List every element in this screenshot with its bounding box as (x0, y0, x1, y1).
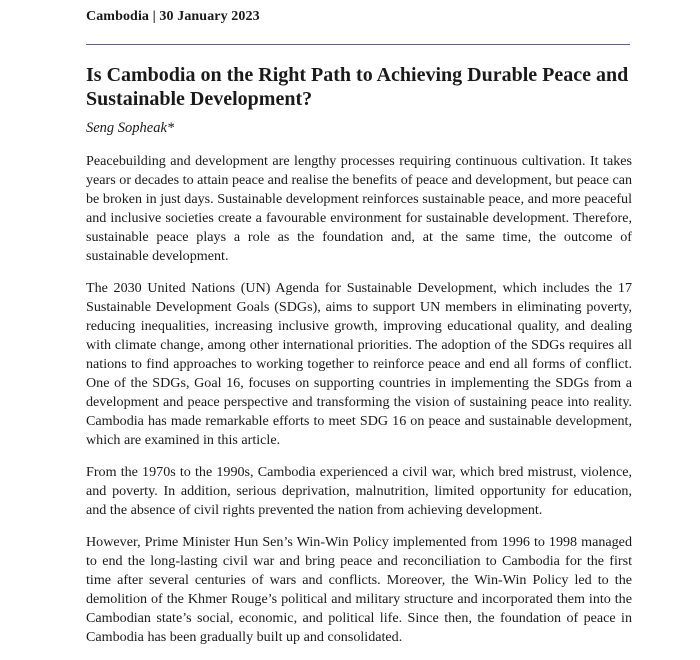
article-body (86, 152, 632, 660)
header-divider (86, 44, 630, 45)
paragraph: From the 1970s to the 1990s, Cambodia experienced a civil war, which bred mistrust, violence, and poverty. In addition, serious deprivation, malnutrition, limited opportunity for education, and the absence of civil rights prevented the nation from achieving development. (86, 464, 632, 518)
paragraph: The 2030 United Nations (UN) Agenda for Sustainable Development, which includes the 17 Sustainable Development Goals (SDGs), aims to support UN members in eliminating poverty, reducing inequalities, increasing inclusive growth, improving educational quality, and dealing with climate change, among other international priorities. The adoption of the SDGs requires all nations to find approaches to working together to reinforce peace and end all forms of conflict. One of the SDGs, Goal 16, focuses on supporting countries in implementing the SDGs from a development and peace perspective and transforming the vision of sustaining peace into reality. Cambodia has made remarkable efforts to meet SDG 16 on peace and sustainable development, which are examined in this article. (86, 280, 632, 448)
paragraph: Peacebuilding and development are lengthy processes requiring continuous cultivation. It takes years or decades to attain peace and realise the benefits of peace and development, but peace can be broken in just days. Sustainable development reinforces sustainable peace, and more peaceful and inclusive societies create a favourable environment for sustainable development. Therefore, sustainable peace plays a role as the foundation and, at the same time, the outcome of sustainable development. (86, 153, 632, 264)
dateline: Cambodia | 30 January 2023 (86, 9, 260, 24)
paragraph: However, Prime Minister Hun Sen’s Win-Win Policy implemented from 1996 to 1998 managed to end the long-lasting civil war and bring peace and reconciliation to Cambodia for the first time after several centuries of wars and conflicts. Moreover, the Win-Win Policy led to the demolition of the Khmer Rouge’s political and military structure and incorporated them into the Cambodian state’s social, economic, and political life. Since then, the foundation of peace in Cambodia has been gradually built up and consolidated. (86, 534, 632, 645)
article-author: Seng Sopheak* (86, 120, 175, 136)
article-title: Is Cambodia on the Right Path to Achieving Durable Peace and Sustainable Development? (86, 64, 629, 110)
